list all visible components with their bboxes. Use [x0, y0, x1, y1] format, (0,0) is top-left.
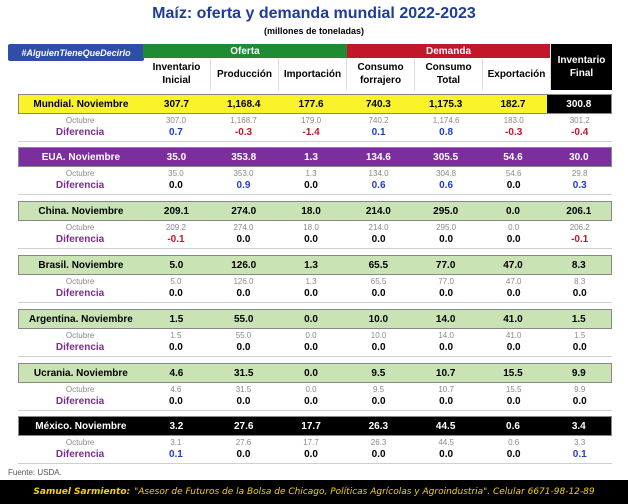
difference-value: 0.7: [168, 127, 183, 138]
difference-value: 0.0: [572, 288, 587, 299]
november-value: 1.5: [169, 313, 184, 325]
difference-label: Diferencia: [55, 180, 105, 191]
october-label: Octubre: [65, 385, 95, 394]
column-header: Exportación: [483, 58, 551, 90]
october-value: 14.0: [438, 331, 454, 340]
difference-label: Diferencia: [55, 449, 105, 460]
november-value: 274.0: [231, 205, 257, 217]
difference-value: 0.0: [371, 396, 386, 407]
november-value: 26.3: [368, 420, 389, 432]
difference-label: Diferencia: [55, 127, 105, 138]
october-value: 10.0: [370, 331, 387, 340]
difference-value: 0.9: [236, 180, 251, 191]
november-value: 305.5: [433, 151, 459, 163]
group-header-demanda: Demanda: [347, 44, 550, 58]
november-value: 9.9: [547, 364, 611, 382]
november-value: 55.0: [233, 313, 254, 325]
row-separator: [18, 302, 612, 303]
row-separator: [18, 410, 612, 411]
difference-value: 0.0: [506, 288, 521, 299]
difference-value: 0.0: [168, 396, 183, 407]
difference-row: [18, 342, 612, 354]
november-value: 206.1: [547, 202, 611, 220]
difference-value: 0.0: [371, 342, 386, 353]
row-separator: [18, 194, 612, 195]
difference-value: 0.0: [236, 234, 251, 245]
november-value: 353.8: [231, 151, 257, 163]
november-value: 15.5: [503, 367, 523, 379]
row-label: Mundial. Noviembre: [33, 98, 129, 110]
column-header: Inventario Final: [551, 44, 612, 90]
row-label: Argentina. Noviembre: [28, 313, 133, 325]
november-value: 54.6: [503, 151, 523, 163]
november-value: 44.5: [435, 420, 456, 432]
difference-value: -0.1: [167, 234, 185, 245]
october-value: 1.3: [305, 277, 317, 286]
october-value: 1.3: [305, 169, 317, 178]
october-value: 31.5: [235, 385, 252, 394]
november-value: 182.7: [500, 98, 526, 110]
november-value: 14.0: [435, 313, 456, 325]
difference-value: 0.0: [236, 288, 251, 299]
november-value: 300.8: [547, 95, 611, 113]
october-value: 54.6: [505, 169, 522, 178]
row-separator: [18, 356, 612, 357]
november-value: 134.6: [365, 151, 391, 163]
difference-value: 0.1: [371, 127, 386, 138]
november-value: 8.3: [547, 256, 611, 274]
table-row: [18, 255, 612, 275]
october-value: 0.0: [305, 385, 317, 394]
november-value: 177.6: [298, 98, 324, 110]
october-value: 26.3: [370, 438, 387, 447]
difference-value: 0.0: [506, 342, 521, 353]
difference-value: 0.8: [439, 127, 454, 138]
october-value: 27.6: [235, 438, 252, 447]
group-header-oferta: Oferta: [143, 44, 347, 58]
october-value: 179.0: [301, 116, 322, 125]
october-value: 134.0: [368, 169, 389, 178]
october-value: 214.0: [368, 223, 389, 232]
october-value: 206.2: [569, 223, 590, 232]
october-value: 304.8: [436, 169, 457, 178]
difference-value: 0.0: [168, 180, 183, 191]
october-value: 307.0: [165, 116, 186, 125]
difference-row: [18, 127, 612, 139]
november-value: 1,168.4: [227, 98, 261, 110]
difference-row: [18, 234, 612, 246]
column-header: Producción: [211, 58, 279, 90]
table-row: [18, 201, 612, 221]
november-value: 10.7: [435, 367, 456, 379]
november-value: 214.0: [365, 205, 391, 217]
october-value: 0.6: [508, 438, 520, 447]
november-value: 77.0: [435, 259, 456, 271]
november-value: 47.0: [503, 259, 523, 271]
october-value: 55.0: [235, 331, 252, 340]
october-value: 5.0: [170, 277, 182, 286]
difference-value: 0.1: [168, 449, 183, 460]
table-row: [18, 94, 612, 114]
november-value: 3.4: [547, 417, 611, 435]
row-separator: [18, 248, 612, 249]
column-header: Importación: [279, 58, 347, 90]
november-value: 30.0: [547, 148, 611, 166]
october-label: Octubre: [65, 169, 95, 178]
october-value: 4.6: [170, 385, 182, 394]
november-value: 65.5: [368, 259, 389, 271]
row-label: China. Noviembre: [38, 205, 124, 217]
october-value: 65.5: [370, 277, 387, 286]
difference-value: 0.0: [439, 288, 454, 299]
november-value: 0.0: [304, 313, 318, 325]
table-row: [18, 416, 612, 436]
october-value: 1.5: [170, 331, 182, 340]
difference-value: 0.0: [371, 288, 386, 299]
difference-value: 0.0: [572, 396, 587, 407]
october-row: [18, 277, 612, 288]
october-value: 10.7: [438, 385, 454, 394]
difference-value: 0.0: [304, 449, 318, 460]
difference-value: 0.0: [572, 342, 587, 353]
difference-value: 0.0: [371, 449, 386, 460]
october-value: 183.0: [503, 116, 524, 125]
difference-value: 0.0: [506, 180, 521, 191]
footer-name: Samuel Sarmiento:: [33, 487, 131, 497]
difference-value: 0.0: [439, 234, 454, 245]
november-value: 35.0: [166, 151, 187, 163]
page-subtitle: (millones de toneladas): [263, 26, 365, 36]
november-value: 41.0: [503, 313, 523, 325]
difference-row: [18, 449, 612, 461]
table-row: [18, 309, 612, 329]
difference-value: 0.0: [236, 449, 251, 460]
october-label: Octubre: [65, 116, 95, 125]
row-label: Brasil. Noviembre: [38, 259, 124, 271]
difference-label: Diferencia: [55, 396, 105, 407]
november-value: 126.0: [231, 259, 257, 271]
november-value: 1.5: [547, 310, 611, 328]
november-value: 1,175.3: [428, 98, 463, 110]
difference-value: 0.0: [236, 342, 251, 353]
hashtag-badge: #AlguienTieneQueDecirlo: [8, 44, 144, 61]
october-value: 29.8: [571, 169, 588, 178]
november-value: 17.7: [301, 420, 321, 432]
difference-value: 0.0: [304, 396, 318, 407]
november-value: 3.2: [169, 420, 184, 432]
difference-value: 0.0: [439, 449, 454, 460]
november-value: 1.3: [304, 259, 318, 271]
difference-value: 0.0: [304, 234, 318, 245]
november-value: 0.6: [506, 420, 520, 432]
footer-bar: [0, 480, 628, 504]
difference-value: 0.0: [371, 234, 386, 245]
difference-value: -0.3: [234, 127, 253, 138]
november-value: 295.0: [433, 205, 459, 217]
november-value: 4.6: [169, 367, 184, 379]
november-value: 1.3: [304, 151, 318, 163]
row-separator: [18, 463, 612, 464]
october-value: 9.5: [373, 385, 385, 394]
difference-value: 0.0: [439, 342, 454, 353]
table-row: [18, 147, 612, 167]
difference-value: 0.0: [304, 288, 318, 299]
difference-value: 0.1: [572, 449, 587, 460]
october-value: 295.0: [436, 223, 457, 232]
difference-value: 0.0: [168, 342, 183, 353]
october-value: 8.3: [574, 277, 586, 286]
october-label: Octubre: [65, 223, 95, 232]
difference-label: Diferencia: [55, 288, 105, 299]
difference-value: 0.0: [168, 288, 183, 299]
october-value: 1,168.7: [230, 116, 257, 125]
october-value: 353.0: [233, 169, 254, 178]
november-value: 27.6: [233, 420, 254, 432]
difference-value: 0.3: [572, 180, 587, 191]
difference-value: 0.0: [506, 396, 521, 407]
october-value: 1,174.6: [432, 116, 460, 125]
difference-value: 0.0: [304, 342, 318, 353]
october-value: 35.0: [168, 169, 184, 178]
october-value: 17.7: [303, 438, 319, 447]
november-value: 18.0: [301, 205, 321, 217]
october-value: 47.0: [505, 277, 522, 286]
october-value: 0.0: [508, 223, 520, 232]
difference-value: 0.6: [439, 180, 454, 191]
october-row: [18, 169, 612, 180]
november-value: 9.5: [371, 367, 386, 379]
row-label: Ucrania. Noviembre: [33, 367, 128, 379]
october-value: 1.5: [574, 331, 586, 340]
difference-value: 0.0: [439, 396, 454, 407]
difference-value: -0.3: [505, 127, 523, 138]
november-value: 5.0: [169, 259, 184, 271]
october-row: [18, 385, 612, 396]
october-label: Octubre: [65, 277, 95, 286]
difference-value: -0.4: [571, 127, 589, 138]
november-value: 740.3: [365, 98, 391, 110]
difference-value: -1.4: [302, 127, 320, 138]
october-value: 15.5: [505, 385, 522, 394]
october-value: 41.0: [505, 331, 522, 340]
october-value: 0.0: [305, 331, 317, 340]
difference-value: -0.1: [571, 234, 589, 245]
difference-row: [18, 288, 612, 300]
october-value: 301.2: [569, 116, 590, 125]
difference-value: 0.0: [304, 180, 318, 191]
october-value: 77.0: [438, 277, 454, 286]
footer-text: "Asesor de Futuros de la Bolsa de Chicago, Políticas Agrícolas y Agroindustria". Celular 6671-98-12-89: [134, 487, 595, 497]
october-value: 44.5: [438, 438, 454, 447]
october-row: [18, 438, 612, 449]
row-label: EUA. Noviembre: [41, 151, 121, 163]
difference-value: 0.0: [236, 396, 251, 407]
difference-row: [18, 396, 612, 408]
page-title: Maíz: oferta y demanda mundial 2022-2023: [152, 5, 476, 22]
october-value: 3.1: [170, 438, 182, 447]
column-header: Consumo forrajero: [347, 58, 415, 90]
november-value: 307.7: [163, 98, 189, 110]
november-value: 0.0: [506, 205, 520, 217]
november-value: 10.0: [368, 313, 389, 325]
row-label: México. Noviembre: [35, 420, 127, 432]
october-value: 274.0: [233, 223, 254, 232]
october-value: 9.9: [574, 385, 586, 394]
november-value: 0.0: [304, 367, 318, 379]
column-header: Inventario Inicial: [143, 58, 211, 90]
october-row: [18, 331, 612, 342]
row-separator: [18, 141, 612, 142]
november-value: 209.1: [163, 205, 189, 217]
october-row: [18, 116, 612, 127]
october-value: 126.0: [233, 277, 254, 286]
october-value: 740.2: [368, 116, 389, 125]
october-row: [18, 223, 612, 234]
october-value: 3.3: [574, 438, 586, 447]
column-header: Consumo Total: [415, 58, 483, 90]
october-label: Octubre: [65, 331, 95, 340]
difference-label: Diferencia: [55, 342, 105, 353]
difference-value: 0.0: [506, 234, 521, 245]
difference-label: Diferencia: [55, 234, 105, 245]
october-label: Octubre: [65, 438, 95, 447]
difference-value: 0.6: [371, 180, 386, 191]
source-note: Fuente: USDA.: [8, 468, 62, 477]
table-row: [18, 363, 612, 383]
november-value: 31.5: [233, 367, 254, 379]
difference-value: 0.0: [506, 449, 521, 460]
difference-row: [18, 180, 612, 192]
october-value: 18.0: [303, 223, 319, 232]
october-value: 209.2: [165, 223, 186, 232]
